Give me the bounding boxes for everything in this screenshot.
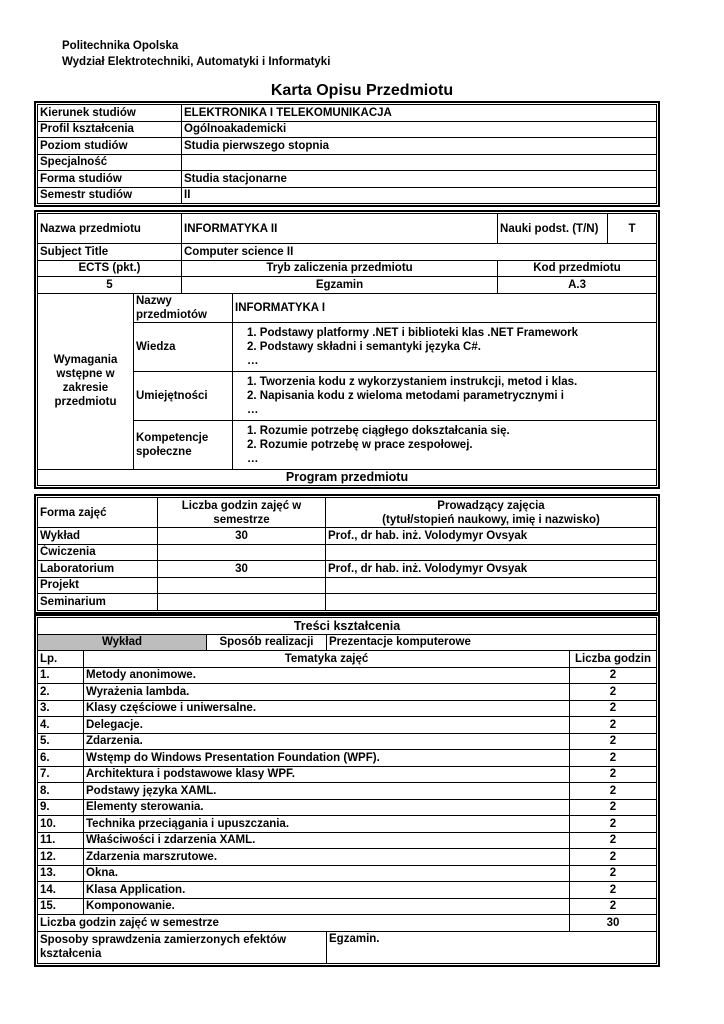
mode-value: Egzamin — [182, 277, 498, 294]
form-teacher: Prof., dr hab. inż. Volodymyr Ovsyak — [326, 561, 657, 578]
topic-lp: 7. — [38, 766, 84, 783]
topic-hours: 2 — [570, 667, 657, 684]
topic-lp: 4. — [38, 717, 84, 734]
table-row — [38, 766, 657, 783]
social-item: … — [247, 452, 259, 465]
topic-hours: 2 — [570, 766, 657, 783]
topic-hours: 2 — [570, 849, 657, 866]
topic-lp: 14. — [38, 882, 84, 899]
form-hours: 30 — [158, 561, 326, 578]
topic-hours: 2 — [570, 799, 657, 816]
topic-text: Wstęmp do Windows Presentation Foundation (WPF). — [84, 750, 570, 767]
table-row — [38, 577, 657, 594]
social-item: 1. Rozumie potrzebę ciągłego dokształcania się. — [247, 424, 510, 437]
faculty-name: Wydział Elektrotechniki, Automatyki i Informatyki — [62, 56, 331, 68]
topic-text: Klasy częściowe i uniwersalne. — [84, 700, 570, 717]
topic-text: Właściwości i zdarzenia XAML. — [84, 832, 570, 849]
form-name: Wykład — [38, 528, 158, 545]
content-table — [37, 617, 657, 964]
table-row — [38, 865, 657, 882]
subject-box — [34, 210, 660, 489]
knowledge-item: 1. Podstawy platformy .NET i biblioteki klas .NET Framework — [247, 326, 579, 339]
form-teacher: Prof., dr hab. inż. Volodymyr Ovsyak — [326, 528, 657, 545]
col-hours: Liczba godzin — [570, 651, 657, 668]
forms-col-form: Forma zajęć — [38, 498, 158, 528]
study-info-label: Profil kształcenia — [38, 121, 182, 138]
subject-title-label: Subject Title — [38, 244, 182, 261]
form-hours — [158, 594, 326, 611]
topic-hours: 2 — [570, 898, 657, 915]
subject-names-label: Nazwy przedmiotów — [134, 293, 233, 322]
content-title: Treści kształcenia — [38, 618, 657, 635]
subject-name-value: INFORMATYKA II — [182, 214, 498, 244]
topic-text: Zdarzenia marszrutowe. — [84, 849, 570, 866]
social-list — [233, 420, 657, 469]
topic-text: Metody anonimowe. — [84, 667, 570, 684]
table-row — [38, 594, 657, 611]
code-label: Kod przedmiotu — [498, 260, 657, 277]
forms-table — [37, 497, 657, 611]
study-info-label: Semestr studiów — [38, 187, 182, 204]
topic-text: Elementy sterowania. — [84, 799, 570, 816]
basic-science-label: Nauki podst. (T/N) — [498, 214, 608, 244]
col-lp: Lp. — [38, 651, 84, 668]
knowledge-label: Wiedza — [134, 322, 233, 371]
topic-text: Technika przeciągania i upuszczania. — [84, 816, 570, 833]
skills-label: Umiejętności — [134, 371, 233, 420]
topic-hours: 2 — [570, 865, 657, 882]
table-row — [38, 105, 657, 122]
assessment-value: Egzamin. — [327, 931, 657, 963]
topic-lp: 15. — [38, 898, 84, 915]
form-hours — [158, 577, 326, 594]
table-row — [38, 816, 657, 833]
study-info-box — [34, 101, 660, 207]
table-row — [38, 733, 657, 750]
table-row — [38, 528, 657, 545]
ects-value: 5 — [38, 277, 182, 294]
study-info-value: Studia pierwszego stopnia — [182, 138, 657, 155]
social-label: Kompetencje społeczne — [134, 420, 233, 469]
method-label: Sposób realizacji — [207, 634, 327, 651]
study-info-label: Poziom studiów — [38, 138, 182, 155]
knowledge-item: 2. Podstawy składni i semantyki języka C#. — [247, 340, 481, 353]
assessment-label: Sposoby sprawdzenia zamierzonych efektów kształcenia — [38, 931, 327, 963]
subject-name-label: Nazwa przedmiotu — [38, 214, 182, 244]
table-row — [38, 832, 657, 849]
topic-text: Podstawy języka XAML. — [84, 783, 570, 800]
topic-text: Okna. — [84, 865, 570, 882]
skills-item: 2. Napisania kodu z wieloma metodami parametrycznymi i — [247, 389, 564, 402]
form-name: Projekt — [38, 577, 158, 594]
table-row — [38, 171, 657, 188]
topic-hours: 2 — [570, 882, 657, 899]
study-info-value — [182, 154, 657, 171]
topic-hours: 2 — [570, 700, 657, 717]
requirements-label: Wymagania wstępne w zakresie przedmiotu — [38, 293, 134, 469]
form-hours — [158, 544, 326, 561]
topic-hours: 2 — [570, 684, 657, 701]
topic-hours: 2 — [570, 717, 657, 734]
table-row — [38, 154, 657, 171]
method-value: Prezentacje komputerowe — [327, 634, 657, 651]
topic-hours: 2 — [570, 816, 657, 833]
topic-hours: 2 — [570, 783, 657, 800]
table-row — [38, 187, 657, 204]
topic-hours: 2 — [570, 733, 657, 750]
table-row — [38, 561, 657, 578]
form-teacher — [326, 544, 657, 561]
subject-names-value: INFORMATYKA I — [233, 293, 657, 322]
topic-hours: 2 — [570, 832, 657, 849]
form-teacher — [326, 594, 657, 611]
forms-col-teacher-line2: (tytuł/stopień naukowy, imię i nazwisko) — [382, 513, 600, 526]
table-row — [38, 717, 657, 734]
code-value: A.3 — [498, 277, 657, 294]
form-name: Seminarium — [38, 594, 158, 611]
topic-text: Klasa Application. — [84, 882, 570, 899]
topic-lp: 1. — [38, 667, 84, 684]
study-info-label: Forma studiów — [38, 171, 182, 188]
table-row — [38, 684, 657, 701]
topic-lp: 13. — [38, 865, 84, 882]
table-row — [38, 667, 657, 684]
university-name: Politechnika Opolska — [62, 40, 179, 52]
table-row — [38, 783, 657, 800]
topic-lp: 3. — [38, 700, 84, 717]
table-row — [38, 138, 657, 155]
topic-hours: 2 — [570, 750, 657, 767]
form-hours: 30 — [158, 528, 326, 545]
total-label: Liczba godzin zajęć w semestrze — [38, 915, 570, 932]
topic-text: Wyrażenia lambda. — [84, 684, 570, 701]
form-name: Ćwiczenia — [38, 544, 158, 561]
topic-lp: 2. — [38, 684, 84, 701]
knowledge-item: … — [247, 354, 259, 367]
knowledge-list — [233, 322, 657, 371]
ects-label: ECTS (pkt.) — [38, 260, 182, 277]
form-name: Laboratorium — [38, 561, 158, 578]
topic-lp: 9. — [38, 799, 84, 816]
table-row — [38, 700, 657, 717]
topic-lp: 11. — [38, 832, 84, 849]
program-title: Program przedmiotu — [38, 469, 657, 486]
mode-label: Tryb zaliczenia przedmiotu — [182, 260, 498, 277]
skills-item: 1. Tworzenia kodu z wykorzystaniem instrukcji, metod i klas. — [247, 375, 578, 388]
forms-box — [34, 494, 660, 614]
study-info-table — [37, 104, 657, 204]
table-row — [38, 750, 657, 767]
table-row — [38, 544, 657, 561]
table-row — [38, 121, 657, 138]
skills-list — [233, 371, 657, 420]
total-value: 30 — [570, 915, 657, 932]
table-row — [38, 849, 657, 866]
social-item: 2. Rozumie potrzebę w prace zespołowej. — [247, 438, 473, 451]
forms-col-teacher-line1: Prowadzący zajęcia — [437, 499, 545, 512]
table-row — [38, 799, 657, 816]
tab-lecture[interactable]: Wykład — [38, 634, 207, 651]
topic-text: Zdarzenia. — [84, 733, 570, 750]
study-info-value: Ogólnoakademicki — [182, 121, 657, 138]
forms-col-hours: Liczba godzin zajęć w semestrze — [158, 498, 326, 528]
page-title: Karta Opisu Przedmiotu — [270, 82, 454, 99]
topic-text: Komponowanie. — [84, 898, 570, 915]
skills-item: … — [247, 403, 259, 416]
table-row — [38, 882, 657, 899]
table-row — [38, 898, 657, 915]
topic-lp: 6. — [38, 750, 84, 767]
subject-table — [37, 213, 657, 486]
topic-lp: 10. — [38, 816, 84, 833]
study-info-value: Studia stacjonarne — [182, 171, 657, 188]
topic-text: Architektura i podstawowe klasy WPF. — [84, 766, 570, 783]
col-topic: Tematyka zajęć — [84, 651, 570, 668]
study-info-label: Kierunek studiów — [38, 105, 182, 122]
content-box — [34, 614, 660, 967]
topic-lp: 12. — [38, 849, 84, 866]
topic-lp: 5. — [38, 733, 84, 750]
forms-col-teacher — [326, 498, 657, 528]
topic-text: Delegacje. — [84, 717, 570, 734]
basic-science-value: T — [608, 214, 657, 244]
topic-lp: 8. — [38, 783, 84, 800]
study-info-value: II — [182, 187, 657, 204]
study-info-value: ELEKTRONIKA I TELEKOMUNIKACJA — [182, 105, 657, 122]
form-teacher — [326, 577, 657, 594]
subject-title-value: Computer science II — [182, 244, 657, 261]
study-info-label: Specjalność — [38, 154, 182, 171]
